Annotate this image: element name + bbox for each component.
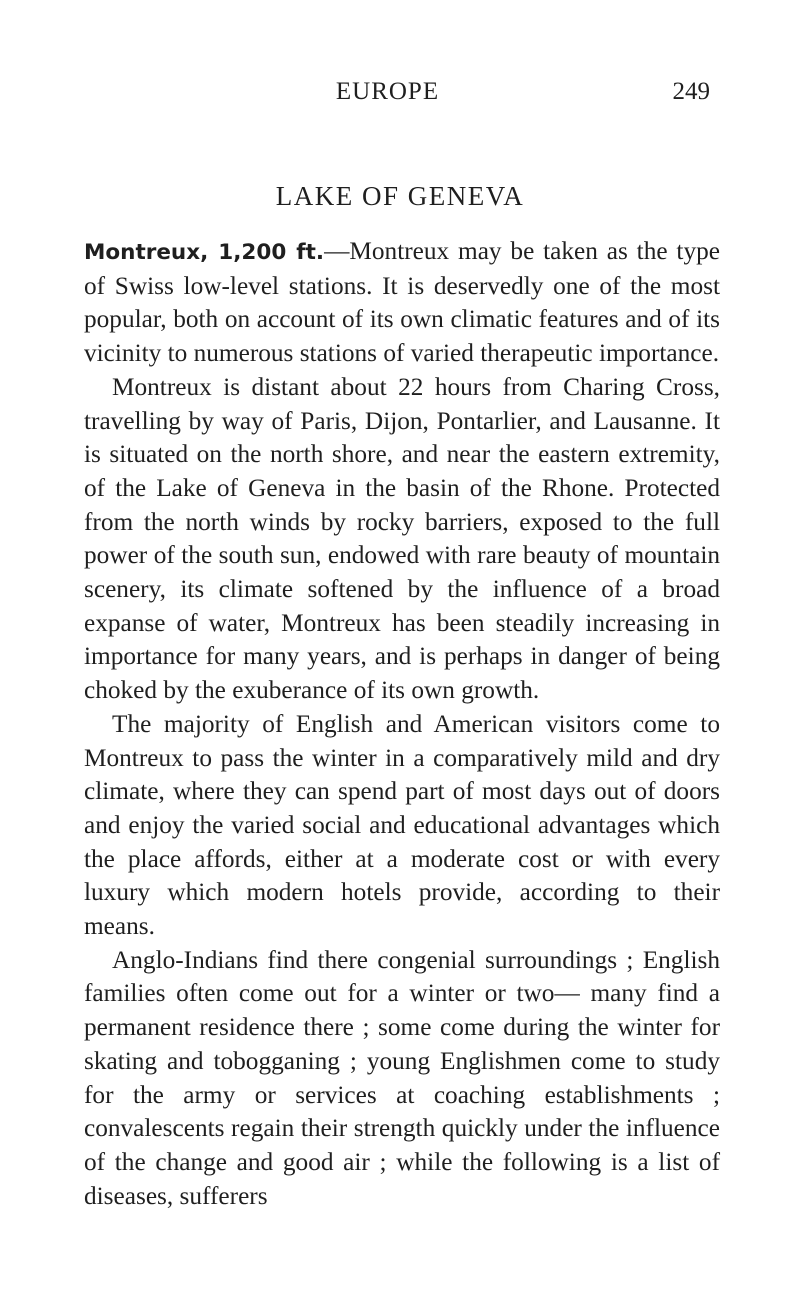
running-title: EUROPE	[335, 78, 440, 105]
paragraph-text: Anglo-Indians find there congenial surroundings ; English families often come out for a winter or two— many find a permanent residence there ; some come during the winter for skating and tobogganing ; young Englishmen come to study for the army or services at coaching establishments ; convalescents regain their strength quickly under the influence of the change and good air ; while the following is a list of diseases, sufferers	[84, 945, 720, 1210]
paragraph-location	[84, 371, 720, 708]
paragraph-residents	[84, 944, 720, 1214]
paragraph-text: Montreux is distant about 22 hours from Charing Cross, travelling by way of Paris, Dijon, Pontarlier, and Lausanne. It is situated on the north shore, and near the eastern extremity, of the Lake of Geneva in the basin of the Rhone. Protected from the north winds by rocky barriers, exposed to the full power of the south sun, endowed with rare beauty of mountain scenery, its climate softened by the influence of a broad expanse of water, Montreux has been steadily increasing in importance for many years, and is perhaps in danger of being choked by the exuberance of its own growth.	[84, 372, 720, 705]
page-number: 249	[672, 78, 710, 105]
paragraph-text: —Montreux may be taken as the type of Swiss low-level stations. It is deservedly one of the most popular, both on account of its own climatic features and of its vicinity to numerous stations of varied therapeutic importance.	[84, 237, 720, 368]
section-title: LAKE OF GENEVA	[275, 181, 525, 211]
paragraph-montreux-intro	[84, 235, 720, 371]
paragraph-visitors	[84, 708, 720, 944]
running-head	[0, 72, 800, 112]
body-text	[84, 235, 720, 1213]
paragraph-text: The majority of English and American visitors come to Montreux to pass the winter in a comparatively mild and dry climate, where they can spend part of most days out of doors and enjoy the varied social and educational advantages which the place affords, either at a moderate cost or with every luxury which modern hotels provide, according to their means.	[84, 709, 720, 941]
paragraph-lead: Montreux, 1,200 ft.	[84, 240, 325, 265]
